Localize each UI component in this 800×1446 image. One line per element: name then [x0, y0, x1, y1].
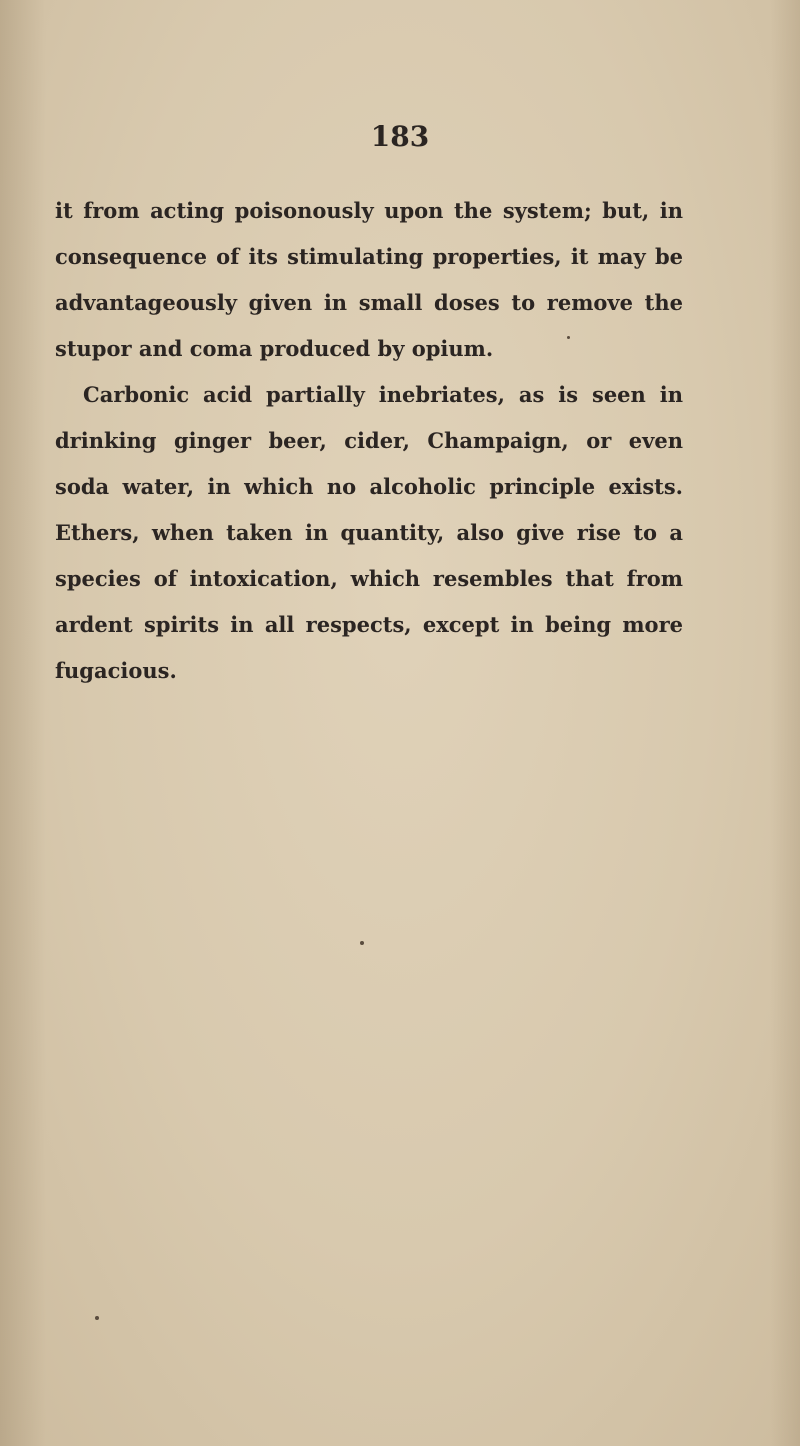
- paragraph-1: it from acting poisonously upon the system; but, in consequence of its stimulating properties, it may be advantageously given in small doses to remove the stupor and coma produced by opium.: [55, 198, 683, 361]
- paper-speck: [567, 336, 570, 339]
- paper-speck: [95, 1316, 99, 1320]
- page-number: 183: [370, 120, 430, 153]
- paper-speck: [360, 941, 364, 945]
- page-shadow-right: [770, 0, 800, 1446]
- page-shadow-left: [0, 0, 46, 1446]
- paragraph-2: Carbonic acid partially inebriates, as is seen in drinking ginger beer, cider, Champaign, or even soda water, in which no alcoholic principle exists. Ethers, when taken in quantity, also give rise to a species of intoxication, which resembles that from ardent spirits in all respects, except in being more fugacious.: [55, 382, 683, 683]
- body-text: [55, 188, 683, 694]
